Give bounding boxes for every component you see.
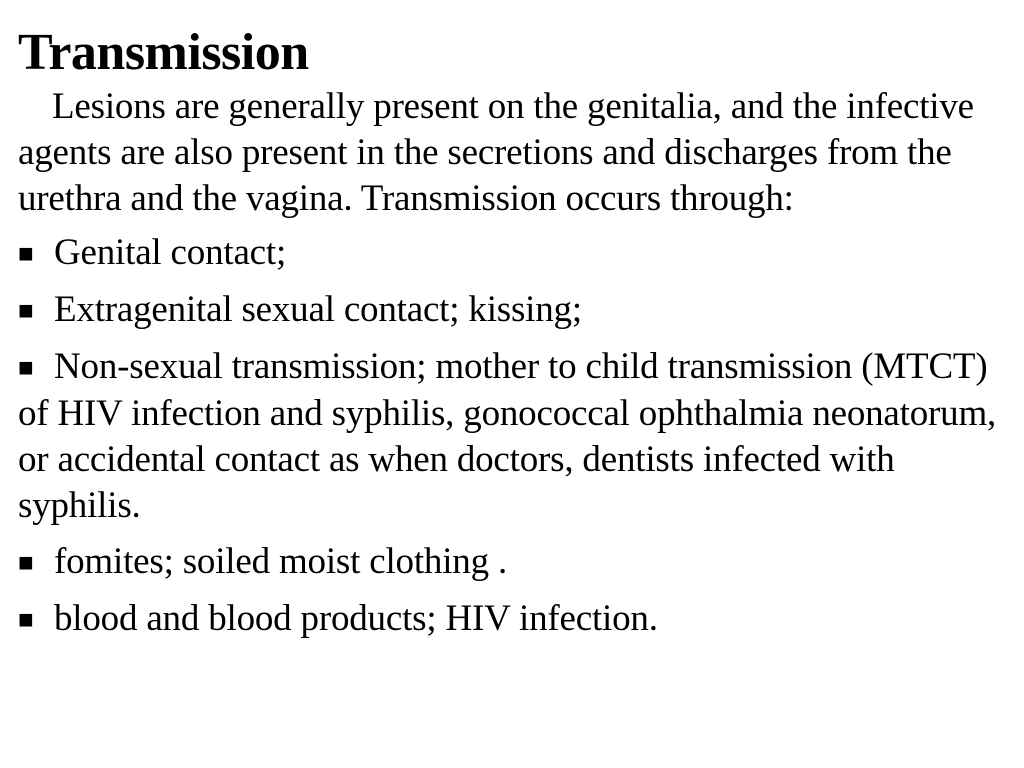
bullet-item <box>18 539 998 586</box>
square-bullet-icon: ■ <box>18 353 34 382</box>
intro-paragraph: Lesions are generally present on the genitalia, and the infective agents are also present in the secretions and discharges from the urethra and the vagina. Transmission occurs through: <box>18 86 974 219</box>
bullet-text: Extragenital sexual contact; kissing; <box>54 289 582 330</box>
bullet-item <box>18 344 998 529</box>
bullet-list <box>18 230 998 643</box>
bullet-item <box>18 287 998 334</box>
bullet-text: Genital contact; <box>54 232 287 273</box>
square-bullet-icon: ■ <box>18 548 34 577</box>
slide-title: Transmission <box>18 24 309 81</box>
bullet-item <box>18 596 998 643</box>
bullet-text: fomites; soiled moist clothing . <box>54 541 507 582</box>
square-bullet-icon: ■ <box>18 239 34 268</box>
square-bullet-icon: ■ <box>18 605 34 634</box>
square-bullet-icon: ■ <box>18 296 34 325</box>
bullet-item <box>18 230 998 277</box>
bullet-text: Non-sexual transmission; mother to child transmission (MTCT) of HIV infection and syphilis, gonococcal ophthalmia neonatorum, or accidental contact as when doctors, dentists infected with syphilis. <box>18 346 997 526</box>
bullet-text: blood and blood products; HIV infection. <box>54 598 658 639</box>
